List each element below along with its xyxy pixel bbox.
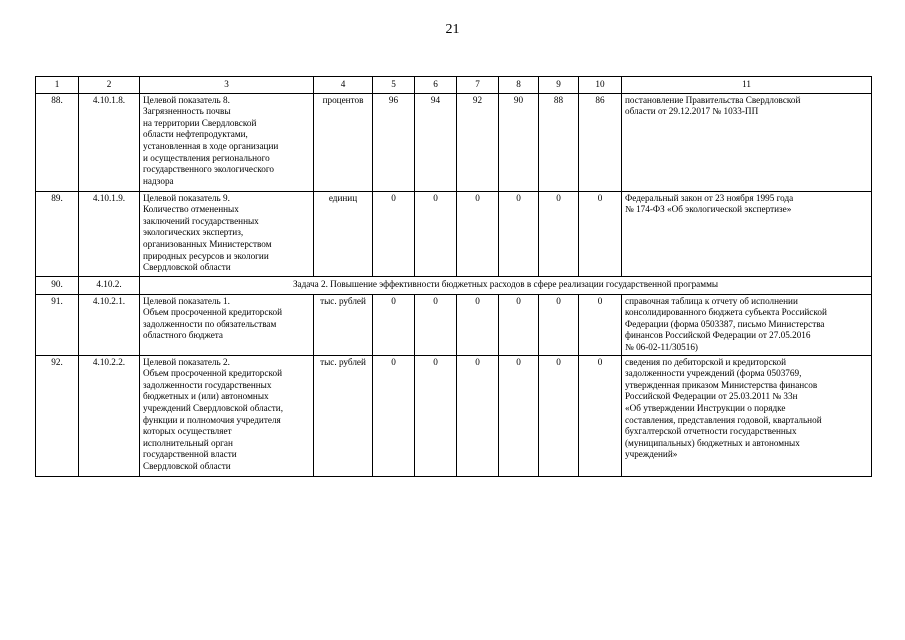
value-cell: 90 <box>499 93 539 191</box>
value-cell: 0 <box>579 294 622 355</box>
table-header-row <box>36 77 872 94</box>
unit: процентов <box>314 93 373 191</box>
value-cell: 0 <box>579 191 622 276</box>
row-number: 88. <box>36 93 79 191</box>
value-cell: 88 <box>539 93 579 191</box>
value-cell: 0 <box>457 294 499 355</box>
value-cell: 0 <box>579 355 622 476</box>
unit: тыс. рублей <box>314 294 373 355</box>
value-cell: 0 <box>457 191 499 276</box>
column-header: 8 <box>499 77 539 94</box>
value-cell: 0 <box>539 294 579 355</box>
task-row <box>36 276 872 294</box>
row-number: 89. <box>36 191 79 276</box>
row-code: 4.10.2.1. <box>79 294 140 355</box>
column-header: 6 <box>415 77 457 94</box>
row-number: 91. <box>36 294 79 355</box>
source-document: Федеральный закон от 23 ноября 1995 года № 174-ФЗ «Об экологической экспертизе» <box>622 191 872 276</box>
value-cell: 0 <box>415 294 457 355</box>
row-code: 4.10.2. <box>79 276 140 294</box>
value-cell: 0 <box>499 191 539 276</box>
value-cell: 0 <box>457 355 499 476</box>
unit: тыс. рублей <box>314 355 373 476</box>
value-cell: 0 <box>499 294 539 355</box>
column-header: 4 <box>314 77 373 94</box>
value-cell: 86 <box>579 93 622 191</box>
table-row <box>36 93 872 191</box>
column-header: 9 <box>539 77 579 94</box>
value-cell: 0 <box>373 294 415 355</box>
value-cell: 0 <box>499 355 539 476</box>
column-header: 10 <box>579 77 622 94</box>
task-title: Задача 2. Повышение эффективности бюджетных расходов в сфере реализации государственной программы <box>140 276 872 294</box>
value-cell: 0 <box>539 355 579 476</box>
value-cell: 0 <box>373 355 415 476</box>
value-cell: 92 <box>457 93 499 191</box>
column-header: 3 <box>140 77 314 94</box>
table-row <box>36 294 872 355</box>
column-header: 5 <box>373 77 415 94</box>
indicator-name: Целевой показатель 9. Количество отмененных заключений государственных экологических экспертиз, организованных Министерством природных ресурсов и экологии Свердловской области <box>140 191 314 276</box>
column-header: 2 <box>79 77 140 94</box>
row-number: 92. <box>36 355 79 476</box>
value-cell: 0 <box>415 355 457 476</box>
indicator-name: Целевой показатель 2. Объем просроченной кредиторской задолженности государственных бюджетных и (или) автономных учреждений Свердловской области, функции и полномочия учредителя которых осуществляет исполнительный орган государственной власти Свердловской области <box>140 355 314 476</box>
value-cell: 96 <box>373 93 415 191</box>
indicator-name: Целевой показатель 1. Объем просроченной кредиторской задолженности по обязательствам областного бюджета <box>140 294 314 355</box>
row-code: 4.10.2.2. <box>79 355 140 476</box>
source-document: сведения по дебиторской и кредиторской задолженности учреждений (форма 0503769, утвержденная приказом Министерства финансов Российской Федерации от 25.03.2011 № 33н «Об утверждении Инструкции о порядке составления, представления годовой, квартальной бухгалтерской отчетности государственных (муниципальных) бюджетных и автономных учреждений» <box>622 355 872 476</box>
value-cell: 0 <box>539 191 579 276</box>
column-header: 1 <box>36 77 79 94</box>
table-row <box>36 191 872 276</box>
unit: единиц <box>314 191 373 276</box>
row-code: 4.10.1.8. <box>79 93 140 191</box>
value-cell: 94 <box>415 93 457 191</box>
page-number: 21 <box>445 22 460 37</box>
source-document: постановление Правительства Свердловской области от 29.12.2017 № 1033-ПП <box>622 93 872 191</box>
column-header: 11 <box>622 77 872 94</box>
column-header: 7 <box>457 77 499 94</box>
row-number: 90. <box>36 276 79 294</box>
indicators-table <box>35 76 872 477</box>
row-code: 4.10.1.9. <box>79 191 140 276</box>
source-document: справочная таблица к отчету об исполнении консолидированного бюджета субъекта Российской Федерации (форма 0503387, письмо Министерства финансов Российской Федерации от 27.05.2016 № 06-02-11/30516) <box>622 294 872 355</box>
indicator-name: Целевой показатель 8. Загрязненность почвы на территории Свердловской области нефтепродуктами, установленная в ходе организации и осуществления регионального государственного экологического надзора <box>140 93 314 191</box>
table-row <box>36 355 872 476</box>
value-cell: 0 <box>373 191 415 276</box>
value-cell: 0 <box>415 191 457 276</box>
